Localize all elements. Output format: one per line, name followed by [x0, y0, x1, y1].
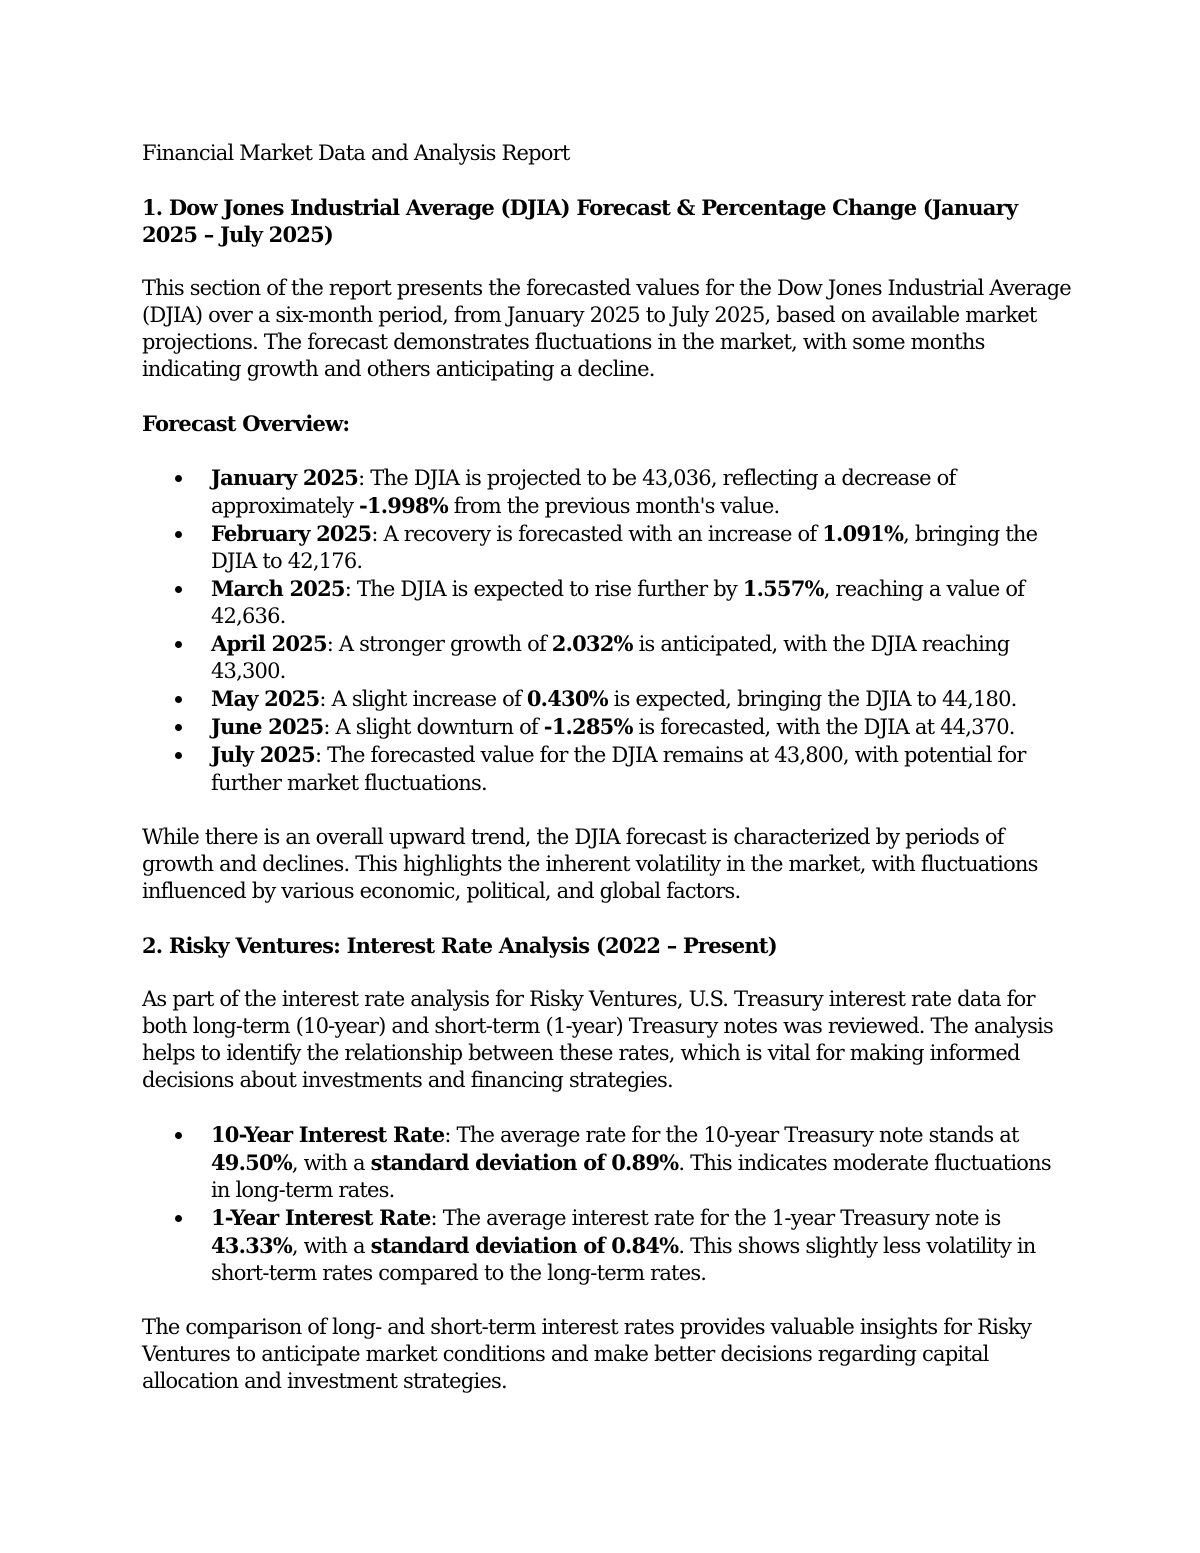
forecast-month: June 2025 [211, 714, 324, 739]
bullet-icon [175, 641, 182, 648]
bullet-icon [175, 752, 182, 759]
rate-average: 43.33% [211, 1233, 292, 1258]
forecast-list [142, 464, 1072, 797]
interest-rate-list [142, 1121, 1072, 1287]
forecast-change: 2.032% [551, 631, 633, 656]
section1-heading: 1. Dow Jones Industrial Average (DJIA) Forecast & Percentage Change (January 2025 – July 2025) [142, 195, 1018, 247]
section1-conclusion: While there is an overall upward trend, the DJIA forecast is characterized by periods of growth and declines. This highlights the inherent volatility in the market, with fluctuations influenced by various economic, political, and global factors. [142, 825, 1038, 903]
forecast-change: 0.430% [526, 686, 608, 711]
rate-std-dev: standard deviation of 0.89% [370, 1150, 679, 1175]
bullet-icon [175, 724, 182, 731]
bullet-icon [175, 1215, 182, 1222]
forecast-month: February 2025 [211, 521, 372, 546]
rate-std-dev: standard deviation of 0.84% [370, 1233, 679, 1258]
document-title: Financial Market Data and Analysis Report [142, 141, 570, 165]
document-page [142, 140, 1072, 1422]
forecast-overview-heading: Forecast Overview: [142, 411, 350, 436]
forecast-change: 1.557% [742, 576, 824, 601]
rate-text: , with a [291, 1151, 371, 1175]
list-item [211, 685, 1072, 713]
bullet-icon [175, 586, 182, 593]
list-item [211, 575, 1072, 630]
bullet-icon [175, 696, 182, 703]
forecast-month: May 2025 [211, 686, 320, 711]
rate-text: : The average interest rate for the 1-year Treasury note is [430, 1206, 1001, 1230]
forecast-change: -1.998% [359, 493, 448, 518]
bullet-icon [175, 475, 182, 482]
list-item [211, 741, 1072, 797]
rate-text: . This shows slightly less volatility in short-term rates compared to the long-term rates. [211, 1234, 1036, 1285]
forecast-month: January 2025 [211, 465, 359, 490]
bullet-icon [175, 1132, 182, 1139]
forecast-month: July 2025 [211, 742, 315, 767]
list-item [211, 1204, 1072, 1287]
forecast-text: from the previous month's value. [447, 494, 780, 518]
forecast-text: is forecasted, with the DJIA at 44,370. [632, 715, 1015, 739]
forecast-change: 1.091% [822, 521, 904, 546]
rate-label: 10-Year Interest Rate [211, 1122, 445, 1147]
forecast-month: April 2025 [211, 631, 327, 656]
list-item [211, 630, 1072, 685]
forecast-text: : The DJIA is projected to be 43,036, reflecting a decrease of approximately [211, 466, 956, 518]
rate-average: 49.50% [211, 1150, 292, 1175]
rate-label: 1-Year Interest Rate [211, 1205, 431, 1230]
forecast-text: is expected, bringing the DJIA to 44,180. [607, 687, 1017, 711]
list-item [211, 713, 1072, 741]
list-item [211, 464, 1072, 520]
forecast-text: is anticipated, with the DJIA reaching 43,300. [211, 632, 1010, 683]
forecast-text: : A stronger growth of [326, 632, 552, 656]
forecast-text: : A recovery is forecasted with an increase of [371, 522, 823, 546]
rate-text: , with a [291, 1234, 371, 1258]
section2-intro: As part of the interest rate analysis for Risky Ventures, U.S. Treasury interest rate data for both long-term (10-year) and short-term (1-year) Treasury notes was reviewed. The analysis helps to identify the relationship between these rates, which is vital for making informed decisions about investments and financing strategies. [142, 987, 1053, 1092]
forecast-text: : A slight downturn of [323, 715, 544, 739]
section2-heading: 2. Risky Ventures: Interest Rate Analysis (2022 – Present) [142, 933, 777, 958]
forecast-text: , bringing the DJIA to 42,176. [211, 522, 1038, 573]
section2-conclusion: The comparison of long- and short-term interest rates provides valuable insights for Risky Ventures to anticipate market conditions and make better decisions regarding capital allocation and investment strategies. [142, 1315, 1032, 1393]
forecast-text: : The forecasted value for the DJIA remains at 43,800, with potential for further market fluctuations. [211, 743, 1026, 795]
rate-text: : The average rate for the 10-year Treasury note stands at [444, 1123, 1019, 1147]
section1-intro: This section of the report presents the forecasted values for the Dow Jones Industrial Average (DJIA) over a six-month period, from January 2025 to July 2025, based on available market projections. The forecast demonstrates fluctuations in the market, with some months indicating growth and others anticipating a decline. [142, 276, 1071, 381]
list-item [211, 1121, 1072, 1204]
forecast-month: March 2025 [211, 576, 345, 601]
forecast-change: -1.285% [543, 714, 633, 739]
bullet-icon [175, 531, 182, 538]
forecast-text: , reaching a value of 42,636. [211, 577, 1025, 628]
forecast-text: : The DJIA is expected to rise further by [344, 577, 743, 601]
list-item [211, 520, 1072, 575]
rate-text: . This indicates moderate fluctuations in long-term rates. [211, 1151, 1051, 1202]
forecast-text: : A slight increase of [319, 687, 527, 711]
